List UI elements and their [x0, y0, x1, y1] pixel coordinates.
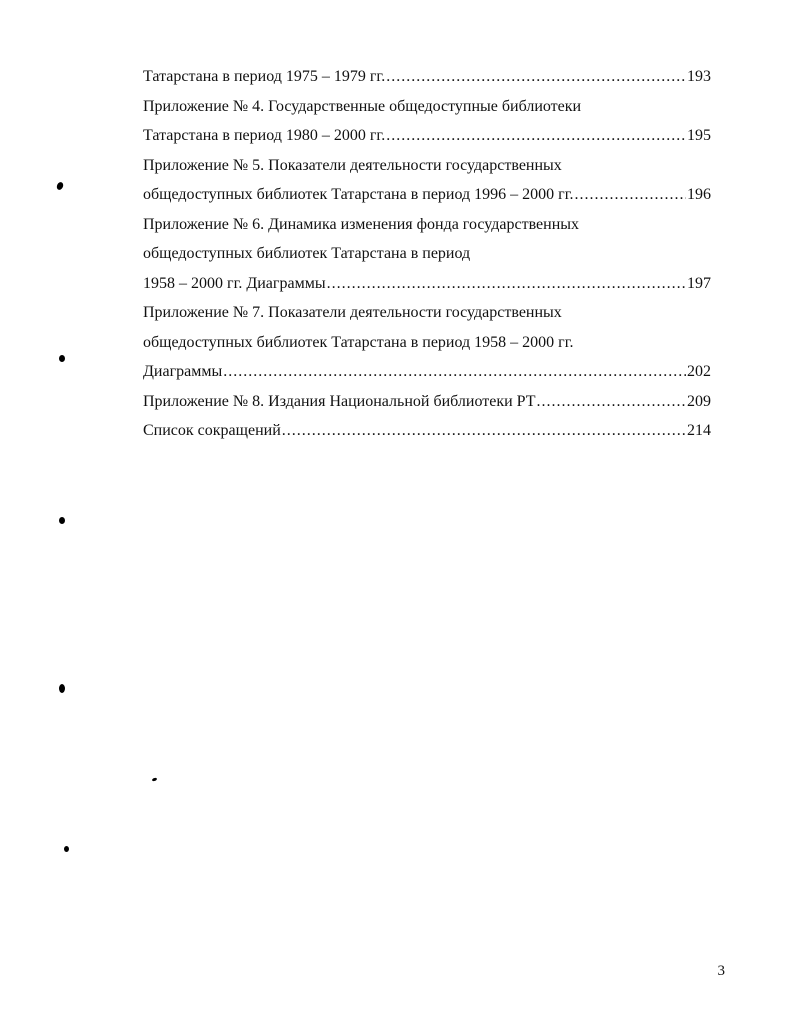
toc-entry [143, 269, 711, 299]
toc-entry-text: 1958 – 2000 гг. Диаграммы [143, 274, 326, 292]
toc-entry-text: Татарстана в период 1975 – 1979 гг. [143, 68, 386, 85]
toc-entry [143, 180, 711, 210]
toc-page-number: 196 [687, 186, 711, 203]
toc-entry-text: Татарстана в период 1980 – 2000 гг. [143, 127, 386, 144]
scan-mark [59, 517, 65, 524]
toc-entry-title-line: общедоступных библиотек Татарстана в период [143, 245, 471, 262]
dot-leader [537, 387, 686, 417]
toc-entry [143, 357, 711, 387]
toc-entry-text: Приложение № 8. Издания Национальной библиотеки РТ [143, 392, 536, 410]
scan-mark [64, 846, 69, 852]
toc-page-number: 202 [687, 363, 711, 380]
table-of-contents [143, 62, 711, 446]
toc-entry-text: Список сокращений [143, 422, 281, 439]
dot-leader [327, 269, 686, 299]
toc-entry [143, 416, 711, 446]
dot-leader [386, 62, 686, 92]
dot-leader [223, 357, 686, 387]
toc-page-number: 214 [687, 422, 711, 439]
toc-entry [143, 121, 711, 151]
toc-entry [143, 387, 711, 417]
scan-mark [59, 684, 65, 693]
toc-entry-title-line: общедоступных библиотек Татарстана в период 1958 – 2000 гг. [143, 333, 574, 351]
toc-entry-text: Диаграммы [143, 363, 223, 380]
toc-entry-title-line: Приложение № 7. Показатели деятельности государственных [143, 304, 562, 321]
dot-leader [386, 121, 686, 151]
dot-leader [574, 180, 686, 210]
toc-page-number: 197 [687, 274, 711, 292]
toc-page-number: 195 [687, 127, 711, 144]
toc-entry-title-line: Приложение № 4. Государственные общедоступные библиотеки [143, 97, 582, 115]
toc-page-number: 209 [687, 392, 711, 410]
scan-mark [59, 355, 65, 362]
scan-mark [152, 777, 158, 782]
toc-page-number: 193 [687, 68, 711, 85]
toc-entry [143, 62, 711, 92]
page-number: 3 [717, 963, 725, 979]
toc-entry-title-line: Приложение № 6. Динамика изменения фонда государственных [143, 215, 580, 233]
dot-leader [282, 416, 686, 446]
scan-mark [56, 181, 65, 191]
toc-entry-title-line: Приложение № 5. Показатели деятельности государственных [143, 156, 562, 174]
toc-entry-text: общедоступных библиотек Татарстана в период 1996 – 2000 гг. [143, 186, 574, 203]
